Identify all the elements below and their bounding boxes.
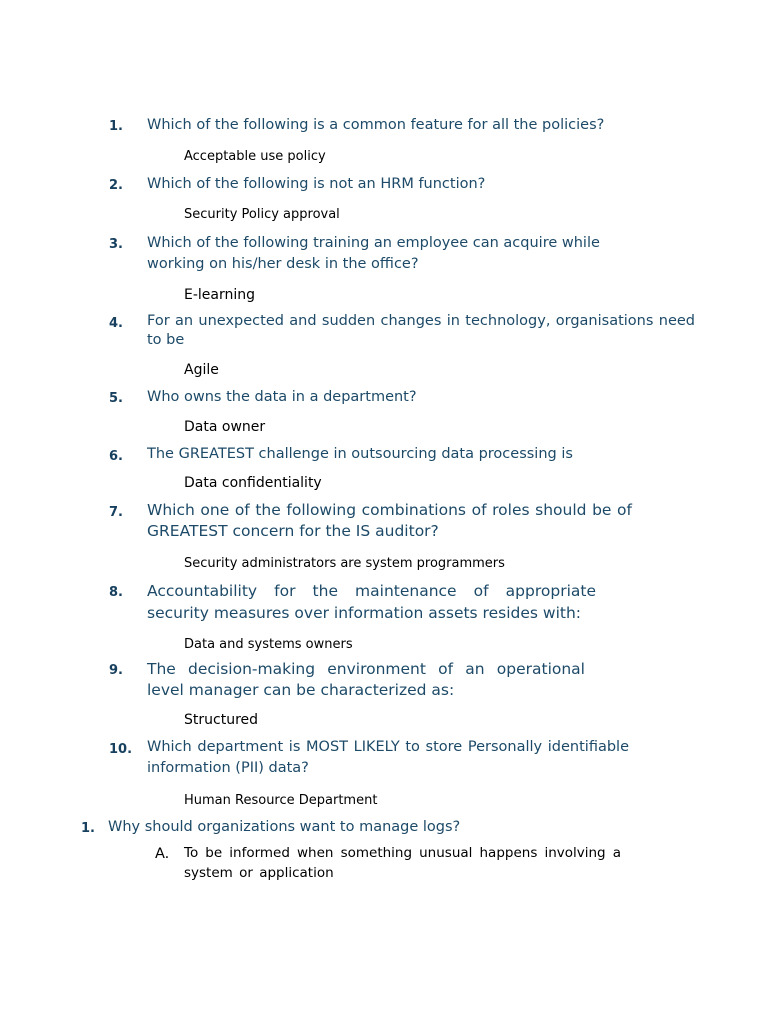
question-text: The decision-making environment of an operational level manager can be characterized as:	[147, 660, 585, 699]
question-text: For an unexpected and sudden changes in technology, organisations need to be	[147, 313, 695, 348]
answer-text: Data confidentiality	[184, 475, 322, 491]
option-text: To be informed when something unusual happens involving a system or application	[184, 845, 621, 881]
question-text: Which one of the following combinations of roles should be of GREATEST concern for the IS auditor?	[147, 501, 632, 540]
question-number: 10.	[109, 742, 133, 757]
question-number: 5.	[109, 391, 123, 406]
answer-text: Structured	[184, 712, 259, 728]
question-text: Why should organizations want to manage logs?	[108, 819, 461, 835]
question-text: The GREATEST challenge in outsourcing data processing is	[147, 446, 573, 462]
question-number: 6.	[109, 449, 123, 464]
question-text: Accountability for the maintenance of appropriate security measures over information assets resides with:	[147, 582, 596, 622]
answer-text: Human Resource Department	[184, 793, 378, 808]
question-number: 4.	[109, 316, 123, 331]
answer-text: Security administrators are system programmers	[184, 556, 505, 571]
answer-text: Security Policy approval	[184, 207, 340, 222]
question-text: Which of the following is not an HRM function?	[147, 176, 486, 192]
question-text: Which of the following is a common feature for all the policies?	[147, 117, 605, 133]
question-text: Who owns the data in a department?	[147, 389, 417, 405]
answer-text: Data owner	[184, 419, 266, 435]
question-number: 1.	[81, 821, 95, 836]
answer-text: E-learning	[184, 287, 256, 303]
answer-text: Data and systems owners	[184, 637, 353, 652]
question-number: 2.	[109, 178, 123, 193]
question-number: 7.	[109, 505, 123, 520]
question-number: 8.	[109, 585, 123, 600]
question-number: 3.	[109, 237, 123, 252]
question-text: Which department is MOST LIKELY to store Personally identifiable information (PII) data?	[147, 739, 629, 776]
answer-text: Acceptable use policy	[184, 149, 326, 164]
answer-text: Agile	[184, 362, 219, 378]
question-text: Which of the following training an employee can acquire while working on his/her desk in the office?	[147, 235, 600, 272]
question-number: 1.	[109, 119, 123, 134]
option-letter: A.	[155, 846, 170, 862]
question-number: 9.	[109, 663, 123, 678]
